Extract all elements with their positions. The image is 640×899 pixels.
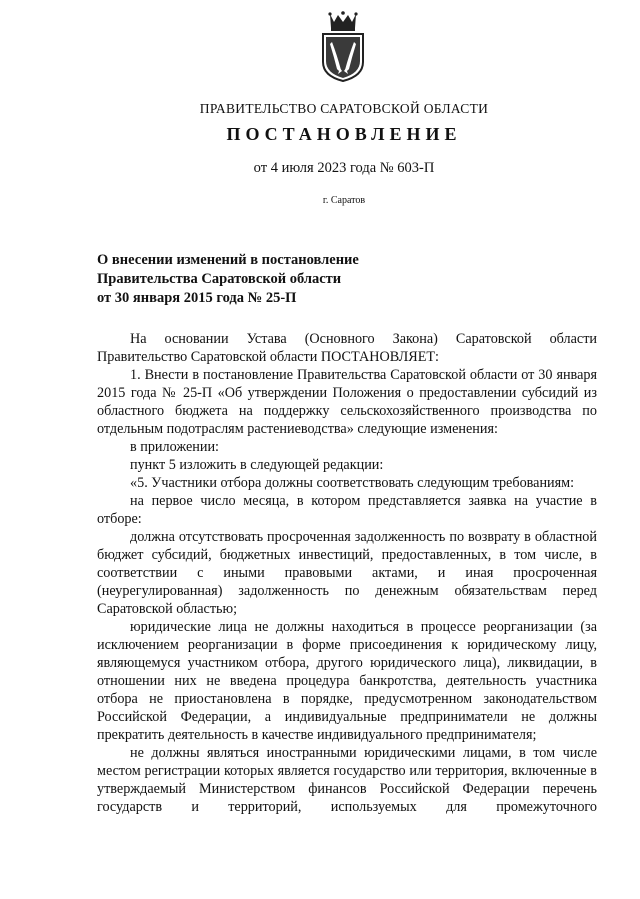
document-body (97, 330, 597, 816)
body-paragraph: пункт 5 изложить в следующей редакции: (130, 457, 384, 473)
document-date-number: от 4 июля 2023 года № 603-П (253, 160, 435, 176)
document-subject (97, 251, 417, 308)
subject-line: Правительства Саратовской области (97, 271, 342, 287)
government-name: ПРАВИТЕЛЬСТВО САРАТОВСКОЙ ОБЛАСТИ (199, 101, 489, 116)
body-paragraph: 1. Внести в постановление Правительства Саратовской области от 30 января 2015 года № 25-П «Об утверждении Положения о предоставлении субсидий из областного бюджета на поддержку сельскохозяйственного производства по отдельным подотраслям растениеводства» следующие изменения: (97, 367, 597, 437)
body-paragraph: должна отсутствовать просроченная задолженность по возврату в областной бюджет субсидий, бюджетных инвестиций, предоставленных, в том числе, в соответствии с иными правовыми актами, и иная просроченная (неурегулированная) задолженность по денежным обязательствам перед Саратовской областью; (97, 529, 597, 617)
subject-line: от 30 января 2015 года № 25-П (97, 290, 297, 306)
document-city: г. Саратов (322, 195, 366, 206)
body-paragraph: в приложении: (130, 439, 219, 455)
saratov-coat-of-arms-icon (318, 10, 368, 82)
body-paragraph: не должны являться иностранными юридическими лицами, в том числе местом регистрации которых является государство или территория, включенные в утверждаемый Министерством финансов Российской Федерации перечень государств и территорий, используемых для промежуточного (97, 745, 597, 815)
body-paragraph: «5. Участники отбора должны соответствовать следующим требованиям: (130, 475, 575, 491)
body-paragraph: На основании Устава (Основного Закона) Саратовской области Правительство Саратовской области ПОСТАНОВЛЯЕТ: (97, 331, 597, 365)
body-paragraph: юридические лица не должны находиться в процессе реорганизации (за исключением реорганизации в форме присоединения к юридическому лицу, являющемуся участником отбора, другого юридического лица), ликвидации, в отношении них не введена процедура банкротства, деятельность участника отбора не приостановлена в порядке, предусмотренном законодательством Российской Федерации, а индивидуальные предприниматели не должны прекратить деятельность в качестве индивидуального предпринимателя; (97, 619, 597, 743)
body-paragraph: на первое число месяца, в котором представляется заявка на участие в отборе: (97, 493, 597, 527)
subject-line: О внесении изменений в постановление (97, 252, 359, 268)
document-type: ПОСТАНОВЛЕНИЕ (226, 124, 462, 144)
